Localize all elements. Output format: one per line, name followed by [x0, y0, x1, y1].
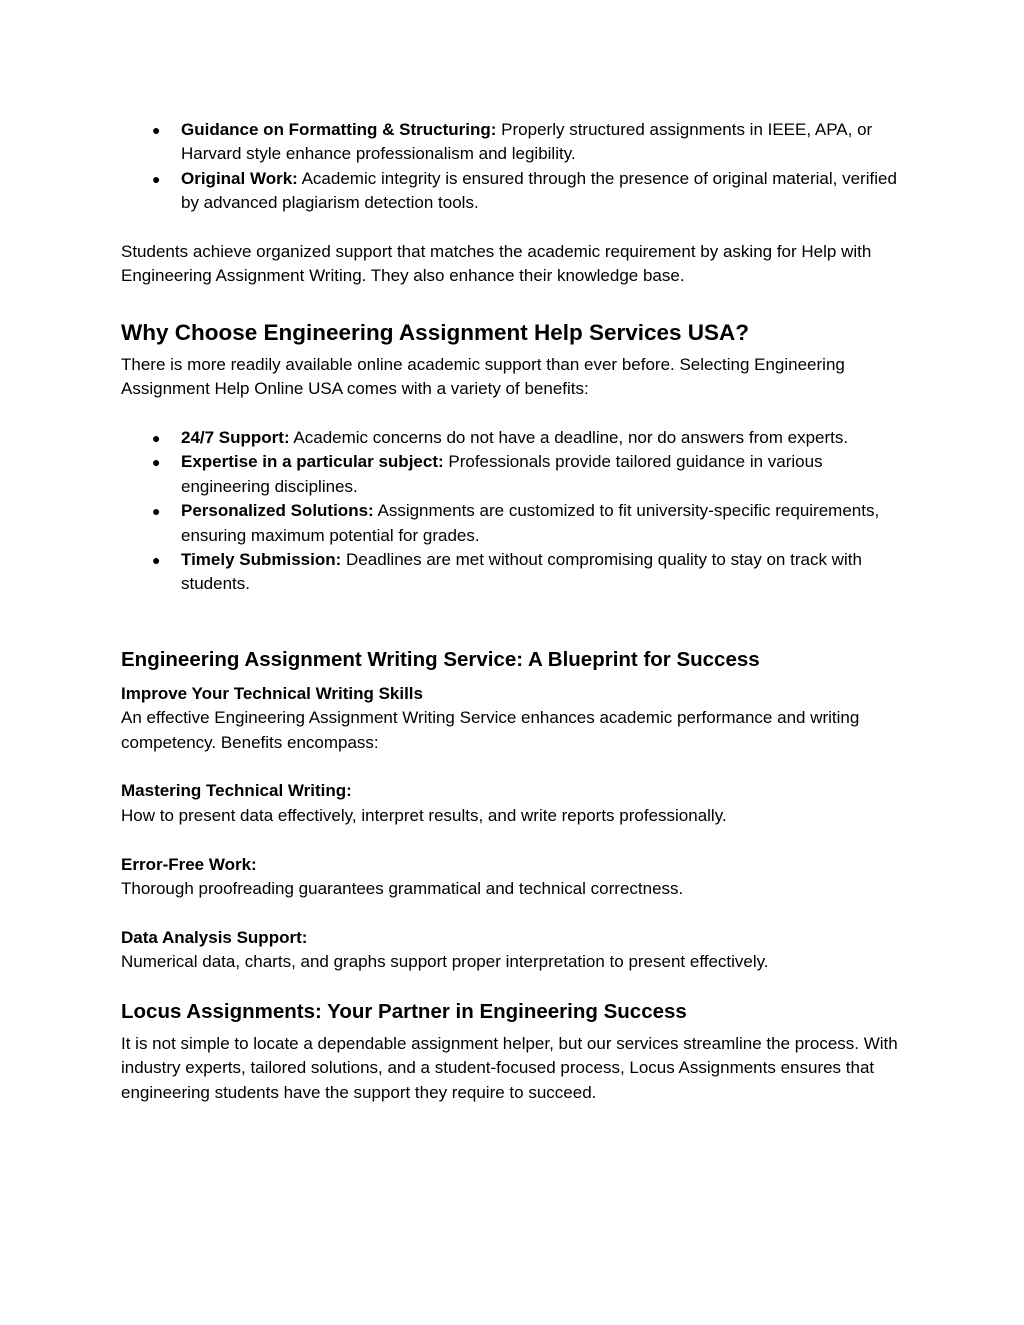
list-item [121, 118, 911, 167]
bullet-icon: ● [152, 454, 161, 471]
block-title: Error-Free Work: [121, 854, 257, 874]
section-heading-blueprint: Engineering Assignment Writing Service: A Blueprint for Success [121, 647, 760, 671]
block-text: Thorough proofreading guarantees grammatical and technical correctness. [121, 879, 684, 899]
list-item-text: Properly structured assignments in IEEE, APA, or Harvard style enhance professionalism and legibility. [181, 120, 873, 164]
list-item [121, 426, 911, 450]
benefits-list [121, 426, 911, 597]
block-text: Numerical data, charts, and graphs support proper interpretation to present effectively. [121, 952, 769, 972]
list-item [121, 548, 911, 597]
block-title: Mastering Technical Writing: [121, 781, 352, 801]
list-item-text: Assignments are customized to fit university-specific requirements, ensuring maximum potential for grades. [181, 501, 880, 545]
formatting-list [121, 118, 911, 216]
block-title: Data Analysis Support: [121, 927, 308, 947]
bullet-icon: ● [152, 430, 161, 447]
subheading: Improve Your Technical Writing Skills [121, 683, 423, 703]
list-item [121, 450, 911, 499]
list-item [121, 499, 911, 548]
list-item-term: Personalized Solutions: [181, 501, 374, 521]
section-heading-locus: Locus Assignments: Your Partner in Engineering Success [121, 999, 687, 1023]
section-intro: There is more readily available online academic support than ever before. Selecting Engineering Assignment Help Online USA comes with a variety of benefits: [121, 354, 845, 399]
list-item-term: 24/7 Support: [181, 428, 290, 448]
bullet-icon: ● [152, 552, 161, 569]
paragraph: It is not simple to locate a dependable assignment helper, but our services streamline the process. With industry experts, tailored solutions, and a student-focused process, Locus Assignments ensures that engineering students have the support they require to succeed. [121, 1033, 898, 1102]
list-item-term: Timely Submission: [181, 550, 342, 570]
document-page [121, 118, 911, 1105]
section-heading-why-choose: Why Choose Engineering Assignment Help Services USA? [121, 319, 750, 345]
block-text: How to present data effectively, interpret results, and write reports professionally. [121, 805, 727, 825]
list-item-text: Deadlines are met without compromising quality to stay on track with students. [181, 550, 862, 594]
paragraph: Students achieve organized support that matches the academic requirement by asking for Help with Engineering Assignment Writing. They also enhance their knowledge base. [121, 242, 872, 286]
list-item [121, 167, 911, 216]
section-intro: An effective Engineering Assignment Writing Service enhances academic performance and writing competency. Benefits encompass: [121, 708, 860, 752]
list-item-text: Academic integrity is ensured through the presence of original material, verified by advanced plagiarism detection tools. [181, 168, 897, 213]
bullet-icon: ● [152, 122, 161, 138]
list-item-term: Original Work: [181, 168, 298, 188]
list-item-text: Professionals provide tailored guidance in various engineering disciplines. [181, 452, 823, 496]
list-item-term: Guidance on Formatting & Structuring: [181, 120, 497, 139]
list-item-term: Expertise in a particular subject: [181, 452, 444, 472]
bullet-icon: ● [152, 503, 161, 520]
bullet-icon: ● [152, 170, 161, 187]
list-item-text: Academic concerns do not have a deadline, nor do answers from experts. [289, 428, 849, 448]
